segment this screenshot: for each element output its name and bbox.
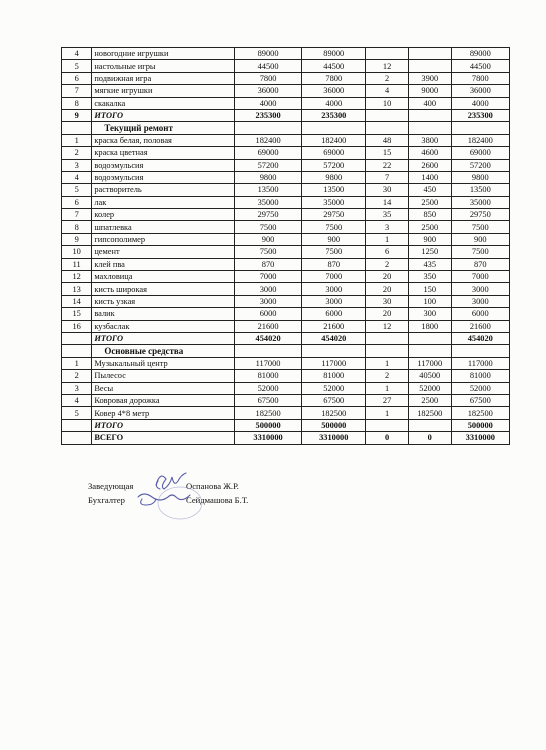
cell-empty [62, 345, 92, 357]
total-row [62, 419, 510, 431]
cell-b: 36000 [302, 85, 366, 97]
table-row [62, 271, 510, 283]
cell-a: 69000 [234, 147, 301, 159]
table-row [62, 394, 510, 406]
cell-p: 435 [408, 258, 451, 270]
table-row [62, 308, 510, 320]
cell-p: 1250 [408, 246, 451, 258]
cell-n: 7 [62, 209, 92, 221]
cell-q: 6 [366, 246, 409, 258]
cell-t: 52000 [451, 382, 509, 394]
cell-a: 7500 [234, 246, 301, 258]
cell-q: 7 [366, 171, 409, 183]
table-row [62, 134, 510, 146]
cell-p [408, 48, 451, 60]
table-row [62, 221, 510, 233]
cell-t: 36000 [451, 85, 509, 97]
cell-b: 3000 [302, 283, 366, 295]
cell-n [62, 419, 92, 431]
cell-p: 9000 [408, 85, 451, 97]
cell-a: 6000 [234, 308, 301, 320]
cell-b: 7000 [302, 271, 366, 283]
cell-a: 21600 [234, 320, 301, 332]
cell-q [366, 419, 409, 431]
cell-b: 57200 [302, 159, 366, 171]
cell-name: растворитель [92, 184, 235, 196]
cell-q: 2 [366, 370, 409, 382]
cell-q: 1 [366, 357, 409, 369]
cell-n: 5 [62, 407, 92, 419]
cell-name: новогодние игрушки [92, 48, 235, 60]
cell-p: 182500 [408, 407, 451, 419]
cell-p: 850 [408, 209, 451, 221]
table-row [62, 357, 510, 369]
cell-b: 182400 [302, 134, 366, 146]
cell-b: 500000 [302, 419, 366, 431]
cell-name: махловица [92, 271, 235, 283]
cell-q: 12 [366, 320, 409, 332]
cell-name: краска цветная [92, 147, 235, 159]
cell-name: кузбаслак [92, 320, 235, 332]
total-row [62, 332, 510, 344]
cell-n: 13 [62, 283, 92, 295]
table-row [62, 233, 510, 245]
cell-b: 3310000 [302, 432, 366, 444]
cell-empty [234, 345, 301, 357]
cell-t: 3310000 [451, 432, 509, 444]
cell-a: 35000 [234, 196, 301, 208]
cell-n: 2 [62, 147, 92, 159]
cell-name: Пылесос [92, 370, 235, 382]
cell-name: шпатлевка [92, 221, 235, 233]
cell-name: валик [92, 308, 235, 320]
cell-t: 7500 [451, 221, 509, 233]
cell-a: 182500 [234, 407, 301, 419]
signature-row-accountant [88, 493, 348, 507]
cell-q: 4 [366, 85, 409, 97]
cell-a: 29750 [234, 209, 301, 221]
cell-t: 7000 [451, 271, 509, 283]
table-row [62, 85, 510, 97]
table-row [62, 97, 510, 109]
cell-empty [451, 122, 509, 134]
cell-t: 3000 [451, 283, 509, 295]
table-row [62, 295, 510, 307]
cell-b: 52000 [302, 382, 366, 394]
cell-b: 7500 [302, 221, 366, 233]
cell-a: 3310000 [234, 432, 301, 444]
cell-t: 235300 [451, 109, 509, 121]
cell-p: 400 [408, 97, 451, 109]
cell-t: 67500 [451, 394, 509, 406]
cell-a: 13500 [234, 184, 301, 196]
cell-name: гипсополимер [92, 233, 235, 245]
cell-a: 44500 [234, 60, 301, 72]
cell-t: 89000 [451, 48, 509, 60]
cell-a: 7800 [234, 72, 301, 84]
table-row [62, 196, 510, 208]
cell-p: 4600 [408, 147, 451, 159]
cell-a: 67500 [234, 394, 301, 406]
cell-a: 900 [234, 233, 301, 245]
cell-a: 500000 [234, 419, 301, 431]
cell-b: 235300 [302, 109, 366, 121]
table-body [62, 48, 510, 445]
cell-t: 81000 [451, 370, 509, 382]
cell-b: 900 [302, 233, 366, 245]
cell-name: настольные игры [92, 60, 235, 72]
cell-p: 1400 [408, 171, 451, 183]
cell-q: 10 [366, 97, 409, 109]
cell-n: 16 [62, 320, 92, 332]
cell-a: 870 [234, 258, 301, 270]
cell-b: 35000 [302, 196, 366, 208]
cell-t: 3000 [451, 295, 509, 307]
cell-n: 4 [62, 171, 92, 183]
cell-q: 12 [366, 60, 409, 72]
cell-q: 3 [366, 221, 409, 233]
grand-total-row [62, 432, 510, 444]
cell-q [366, 48, 409, 60]
signature-role: Заведующая [88, 481, 134, 491]
cell-n: 1 [62, 134, 92, 146]
cell-name: водоэмульсия [92, 159, 235, 171]
table-row [62, 370, 510, 382]
cell-a: 3000 [234, 295, 301, 307]
signature-name: Сейдмашова Б.Т. [186, 495, 249, 505]
cell-b: 89000 [302, 48, 366, 60]
cell-b: 117000 [302, 357, 366, 369]
cell-q: 22 [366, 159, 409, 171]
cell-b: 870 [302, 258, 366, 270]
signature-role: Бухгалтер [88, 495, 125, 505]
cell-t: 35000 [451, 196, 509, 208]
cell-n: 6 [62, 72, 92, 84]
cell-t: 454020 [451, 332, 509, 344]
cell-p: 2500 [408, 221, 451, 233]
cell-a: 36000 [234, 85, 301, 97]
table-row [62, 258, 510, 270]
cell-t: 500000 [451, 419, 509, 431]
table-row [62, 320, 510, 332]
cell-name: лак [92, 196, 235, 208]
cell-n: 8 [62, 97, 92, 109]
cell-t: 4000 [451, 97, 509, 109]
cell-q: 27 [366, 394, 409, 406]
budget-table [61, 47, 510, 445]
cell-q: 30 [366, 184, 409, 196]
cell-q: 0 [366, 432, 409, 444]
cell-name: Весы [92, 382, 235, 394]
cell-n [62, 432, 92, 444]
cell-n: 5 [62, 184, 92, 196]
cell-p: 150 [408, 283, 451, 295]
cell-q: 20 [366, 283, 409, 295]
cell-t: 7500 [451, 246, 509, 258]
cell-b: 44500 [302, 60, 366, 72]
table-row [62, 159, 510, 171]
cell-t: 900 [451, 233, 509, 245]
cell-p: 1800 [408, 320, 451, 332]
cell-p: 2600 [408, 159, 451, 171]
cell-empty [366, 345, 409, 357]
cell-a: 81000 [234, 370, 301, 382]
cell-n: 2 [62, 370, 92, 382]
cell-q: 20 [366, 271, 409, 283]
cell-a: 7000 [234, 271, 301, 283]
cell-n: 5 [62, 60, 92, 72]
cell-empty [408, 345, 451, 357]
cell-t: 117000 [451, 357, 509, 369]
cell-n: 3 [62, 159, 92, 171]
cell-a: 182400 [234, 134, 301, 146]
cell-t: 182400 [451, 134, 509, 146]
cell-t: 29750 [451, 209, 509, 221]
cell-b: 6000 [302, 308, 366, 320]
cell-q: 30 [366, 295, 409, 307]
cell-n: 8 [62, 221, 92, 233]
cell-a: 89000 [234, 48, 301, 60]
cell-p: 300 [408, 308, 451, 320]
cell-t: 870 [451, 258, 509, 270]
table-row [62, 209, 510, 221]
cell-p: 2500 [408, 196, 451, 208]
cell-q [366, 332, 409, 344]
cell-b: 3000 [302, 295, 366, 307]
table-row [62, 407, 510, 419]
cell-b: 81000 [302, 370, 366, 382]
cell-name: мягкие игрушки [92, 85, 235, 97]
signature-name: Оспанова Ж.Р. [186, 481, 239, 491]
cell-t: 6000 [451, 308, 509, 320]
cell-p: 350 [408, 271, 451, 283]
table-row [62, 147, 510, 159]
cell-t: 69000 [451, 147, 509, 159]
cell-a: 9800 [234, 171, 301, 183]
cell-p: 3800 [408, 134, 451, 146]
cell-b: 69000 [302, 147, 366, 159]
cell-q: 15 [366, 147, 409, 159]
section-title: Текущий ремонт [92, 122, 235, 134]
cell-empty [408, 122, 451, 134]
cell-t: 7800 [451, 72, 509, 84]
cell-empty [234, 122, 301, 134]
cell-t: 9800 [451, 171, 509, 183]
cell-n: 7 [62, 85, 92, 97]
cell-p: 0 [408, 432, 451, 444]
cell-n: 12 [62, 271, 92, 283]
cell-n: 6 [62, 196, 92, 208]
table-row [62, 171, 510, 183]
cell-p: 450 [408, 184, 451, 196]
cell-b: 21600 [302, 320, 366, 332]
cell-n: 15 [62, 308, 92, 320]
cell-name: Ковровая дорожка [92, 394, 235, 406]
cell-empty [302, 122, 366, 134]
cell-n: 1 [62, 357, 92, 369]
cell-name: водоэмульсия [92, 171, 235, 183]
cell-p: 52000 [408, 382, 451, 394]
cell-p [408, 419, 451, 431]
cell-p: 117000 [408, 357, 451, 369]
section-header-row [62, 122, 510, 134]
cell-p [408, 109, 451, 121]
cell-name: цемент [92, 246, 235, 258]
cell-a: 52000 [234, 382, 301, 394]
cell-empty [451, 345, 509, 357]
cell-name: подвижная игра [92, 72, 235, 84]
table-row [62, 72, 510, 84]
cell-name: клей пва [92, 258, 235, 270]
cell-b: 454020 [302, 332, 366, 344]
table-row [62, 48, 510, 60]
cell-n: 9 [62, 109, 92, 121]
cell-empty [302, 345, 366, 357]
table-row [62, 184, 510, 196]
cell-q: 35 [366, 209, 409, 221]
signature-row-head [88, 479, 348, 493]
cell-q: 1 [366, 233, 409, 245]
cell-q: 1 [366, 382, 409, 394]
cell-n: 4 [62, 48, 92, 60]
cell-name: Ковер 4*8 метр [92, 407, 235, 419]
cell-a: 235300 [234, 109, 301, 121]
cell-a: 3000 [234, 283, 301, 295]
cell-n: 10 [62, 246, 92, 258]
cell-p: 40500 [408, 370, 451, 382]
cell-a: 57200 [234, 159, 301, 171]
cell-name: кисть узкая [92, 295, 235, 307]
cell-name: колер [92, 209, 235, 221]
cell-n: 11 [62, 258, 92, 270]
cell-t: 44500 [451, 60, 509, 72]
cell-b: 4000 [302, 97, 366, 109]
cell-q: 2 [366, 258, 409, 270]
cell-q: 1 [366, 407, 409, 419]
cell-p: 3900 [408, 72, 451, 84]
cell-name: кисть широкая [92, 283, 235, 295]
cell-n [62, 332, 92, 344]
cell-n: 14 [62, 295, 92, 307]
cell-a: 454020 [234, 332, 301, 344]
cell-name: ВСЕГО [92, 432, 235, 444]
cell-t: 21600 [451, 320, 509, 332]
table-row [62, 283, 510, 295]
section-header-row [62, 345, 510, 357]
cell-name: ИТОГО [92, 109, 235, 121]
signatures-block [88, 479, 348, 507]
cell-b: 13500 [302, 184, 366, 196]
cell-q: 20 [366, 308, 409, 320]
total-row [62, 109, 510, 121]
cell-n: 9 [62, 233, 92, 245]
cell-name: ИТОГО [92, 332, 235, 344]
cell-p: 2500 [408, 394, 451, 406]
cell-b: 9800 [302, 171, 366, 183]
cell-t: 182500 [451, 407, 509, 419]
section-title: Основные средства [92, 345, 235, 357]
cell-p [408, 332, 451, 344]
table-row [62, 246, 510, 258]
table-row [62, 60, 510, 72]
cell-n: 3 [62, 382, 92, 394]
cell-b: 182500 [302, 407, 366, 419]
cell-b: 7500 [302, 246, 366, 258]
cell-name: Музыкальный центр [92, 357, 235, 369]
cell-empty [366, 122, 409, 134]
cell-b: 7800 [302, 72, 366, 84]
cell-t: 57200 [451, 159, 509, 171]
cell-a: 7500 [234, 221, 301, 233]
cell-p: 100 [408, 295, 451, 307]
cell-b: 67500 [302, 394, 366, 406]
cell-n: 4 [62, 394, 92, 406]
cell-a: 117000 [234, 357, 301, 369]
cell-q: 2 [366, 72, 409, 84]
cell-name: ИТОГО [92, 419, 235, 431]
cell-p [408, 60, 451, 72]
cell-t: 13500 [451, 184, 509, 196]
cell-p: 900 [408, 233, 451, 245]
cell-q [366, 109, 409, 121]
cell-q: 14 [366, 196, 409, 208]
cell-name: скакалка [92, 97, 235, 109]
cell-b: 29750 [302, 209, 366, 221]
cell-name: краска белая, половая [92, 134, 235, 146]
cell-empty [62, 122, 92, 134]
table-row [62, 382, 510, 394]
cell-q: 48 [366, 134, 409, 146]
cell-a: 4000 [234, 97, 301, 109]
